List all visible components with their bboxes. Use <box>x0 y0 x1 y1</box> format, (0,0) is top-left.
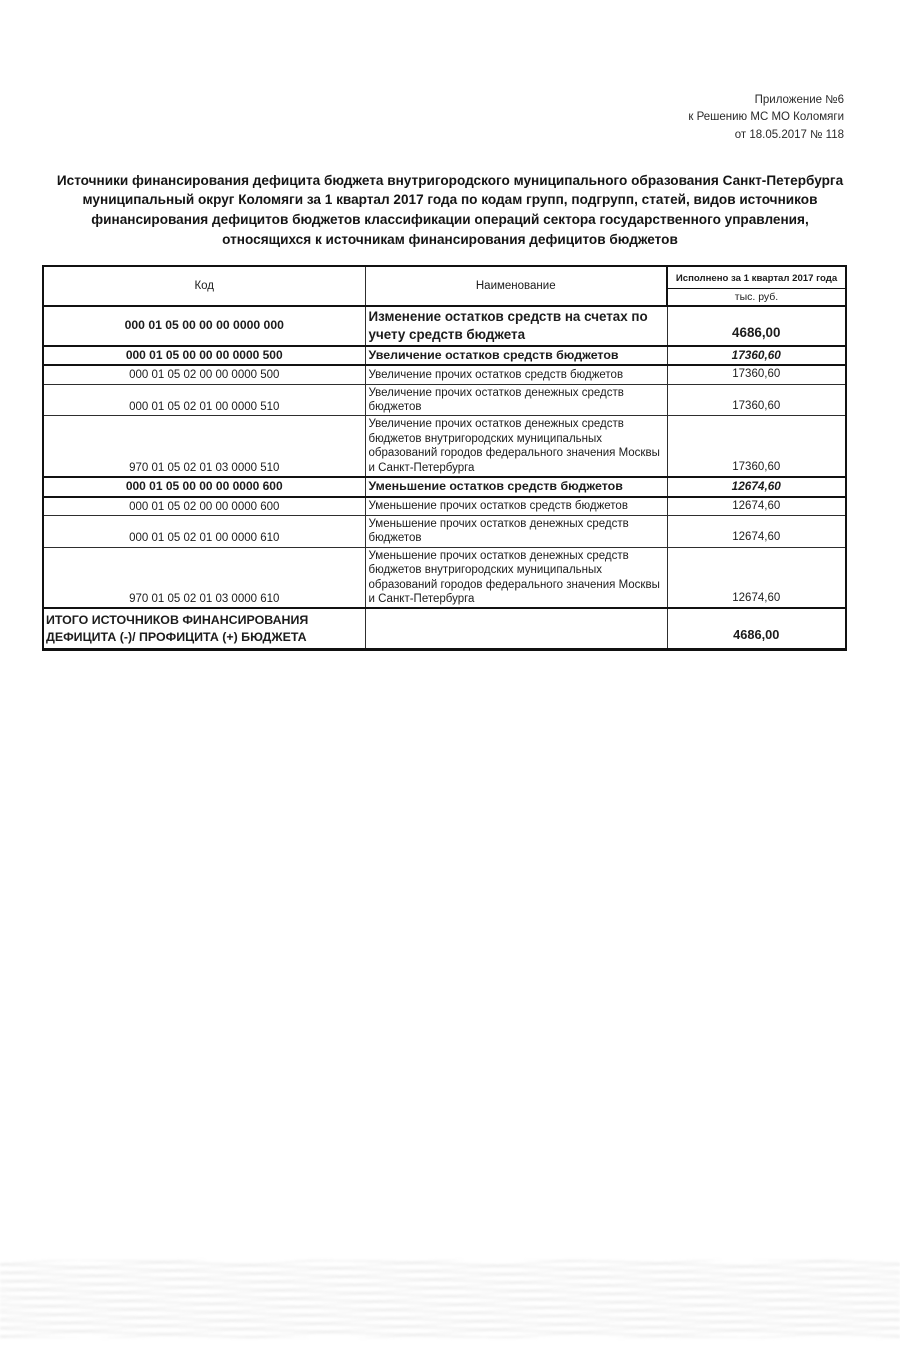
table-row <box>43 497 846 516</box>
appendix-block <box>0 92 844 144</box>
code-cell: 000 01 05 02 01 00 0000 610 <box>43 516 365 548</box>
code-cell: 970 01 05 02 01 03 0000 510 <box>43 416 365 477</box>
name-cell: Уменьшение остатков средств бюджетов <box>365 477 667 497</box>
column-header-units: тыс. руб. <box>734 290 779 303</box>
code-cell: 000 01 05 02 00 00 0000 600 <box>43 497 365 516</box>
appendix-line-2: к Решению МС МО Коломяги <box>688 111 844 124</box>
code-cell: 000 01 05 02 00 00 0000 500 <box>43 365 365 384</box>
value-cell: 12674,60 <box>667 547 846 608</box>
column-header-executed-label: Исполнено за 1 квартал 2017 года <box>668 267 845 289</box>
value-cell: 12674,60 <box>667 477 846 497</box>
value-cell: 4686,00 <box>667 306 846 346</box>
column-header-executed <box>667 266 846 306</box>
name-cell: Уменьшение прочих остатков денежных средств бюджетов внутригородских муниципальных образований городов федерального значения Москвы и Санкт-Петербурга <box>365 547 667 608</box>
code-cell: ИТОГО ИСТОЧНИКОВ ФИНАНСИРОВАНИЯ ДЕФИЦИТА (-)/ ПРОФИЦИТА (+) БЮДЖЕТА <box>43 608 365 649</box>
name-cell: Уменьшение прочих остатков денежных средств бюджетов <box>365 516 667 548</box>
appendix-line-3: от 18.05.2017 № 118 <box>734 128 844 141</box>
value-cell: 17360,60 <box>667 365 846 384</box>
table-row <box>43 477 846 497</box>
code-cell: 000 01 05 00 00 00 0000 600 <box>43 477 365 497</box>
name-cell: Увеличение прочих остатков средств бюджетов <box>365 365 667 384</box>
code-cell: 970 01 05 02 01 03 0000 610 <box>43 547 365 608</box>
value-cell: 12674,60 <box>667 516 846 548</box>
code-cell: 000 01 05 00 00 00 0000 500 <box>43 346 365 366</box>
budget-table <box>42 265 847 651</box>
value-cell: 17360,60 <box>667 346 846 366</box>
name-cell: Увеличение прочих остатков денежных средств бюджетов внутригородских муниципальных образований городов федерального значения Москвы и Санкт-Петербурга <box>365 416 667 477</box>
table-row <box>43 608 846 649</box>
table-row <box>43 547 846 608</box>
appendix-line-1: Приложение №6 <box>754 94 844 106</box>
code-cell: 000 01 05 00 00 00 0000 000 <box>43 306 365 346</box>
table-body <box>43 306 846 650</box>
header-row <box>43 266 846 306</box>
table-row <box>43 365 846 384</box>
name-cell: Увеличение прочих остатков денежных средств бюджетов <box>365 384 667 416</box>
table-row <box>43 346 846 366</box>
value-cell: 12674,60 <box>667 497 846 516</box>
column-header-code: Код <box>43 266 365 306</box>
code-cell: 000 01 05 02 01 00 0000 510 <box>43 384 365 416</box>
value-cell: 17360,60 <box>667 384 846 416</box>
name-cell: Увеличение остатков средств бюджетов <box>365 346 667 366</box>
value-cell: 17360,60 <box>667 416 846 477</box>
name-cell: Уменьшение прочих остатков средств бюджетов <box>365 497 667 516</box>
name-cell: Изменение остатков средств на счетах по учету средств бюджета <box>365 306 667 346</box>
table-row <box>43 516 846 548</box>
table-row <box>43 306 846 346</box>
value-cell: 4686,00 <box>667 608 846 649</box>
page-title: Источники финансирования дефицита бюджета внутригородского муниципального образования Санкт-Петербурга муниципальный округ Коломяги за 1 квартал 2017 года по кодам групп, подгрупп, статей, видов источников финансирования дефицитов бюджетов классификации операций сектора государственного управления, относящихся к источникам финансирования дефицитов бюджетов <box>56 172 844 247</box>
name-cell <box>365 608 667 649</box>
table-row <box>43 384 846 416</box>
table-header <box>43 266 846 306</box>
column-header-name: Наименование <box>365 266 667 306</box>
table-row <box>43 416 846 477</box>
